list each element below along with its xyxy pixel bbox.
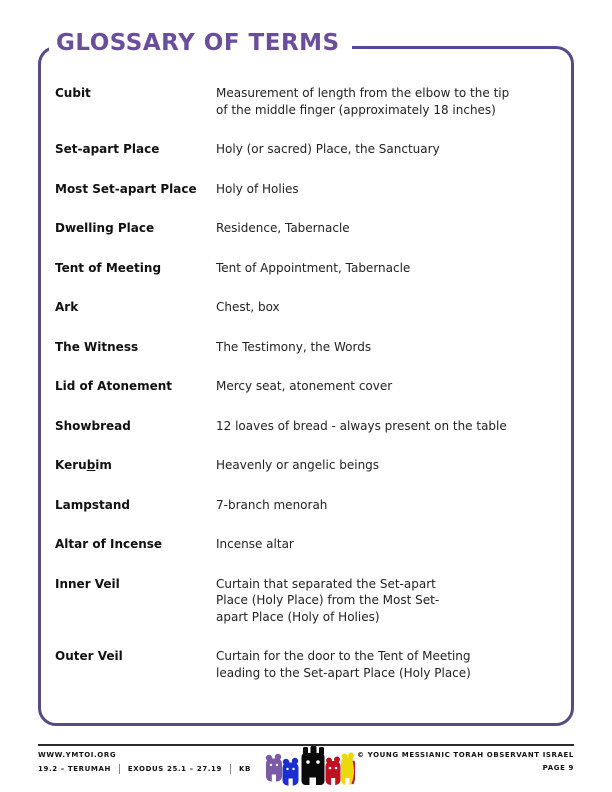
glossary-definition: Measurement of length from the elbow to the tip of the middle finger (approximately 18 inches) xyxy=(216,86,510,117)
glossary-definition: Mercy seat, atonement cover xyxy=(216,379,393,393)
glossary-row xyxy=(55,220,560,237)
glossary-list xyxy=(55,85,560,704)
glossary-term: Lampstand xyxy=(55,497,130,512)
glossary-term: Most Set-apart Place xyxy=(55,181,197,196)
glossary-definition: Chest, box xyxy=(216,300,280,314)
footer-lesson: 19.2 – TERUMAH xyxy=(38,765,111,773)
footer-left xyxy=(38,751,251,774)
glossary-row xyxy=(55,648,560,681)
footer-initials: KB xyxy=(238,765,251,773)
glossary-row xyxy=(55,378,560,395)
glossary-term: Tent of Meeting xyxy=(55,260,162,275)
footer-separator xyxy=(119,764,120,774)
glossary-definition: Heavenly or angelic beings xyxy=(216,458,380,472)
glossary-row xyxy=(55,576,560,626)
glossary-term: Dwelling Place xyxy=(55,221,155,235)
page-title: GLOSSARY OF TERMS xyxy=(49,30,352,56)
glossary-term: Showbread xyxy=(55,418,131,433)
glossary-row xyxy=(55,141,560,158)
glossary-definition: Tent of Appointment, Tabernacle xyxy=(216,260,411,275)
glossary-row xyxy=(55,260,560,277)
glossary-row xyxy=(55,536,560,553)
glossary-term: Cubit xyxy=(55,86,91,100)
glossary-row xyxy=(55,457,560,474)
glossary-definition: Holy of Holies xyxy=(216,181,299,196)
footer-website: WWW.YMTOI.ORG xyxy=(38,751,117,759)
glossary-definition: 7-branch menorah xyxy=(216,497,328,512)
glossary-definition: Residence, Tabernacle xyxy=(216,221,350,235)
glossary-term: Set-apart Place xyxy=(55,142,160,156)
glossary-definition: 12 loaves of bread - always present on the table xyxy=(216,418,507,433)
glossary-term: Kerubim xyxy=(55,458,112,472)
glossary-definition: Curtain for the door to the Tent of Meeting leading to the Set-apart Place (Holy Place) xyxy=(216,649,471,680)
footer-separator xyxy=(230,764,231,774)
footer-page-number: PAGE 9 xyxy=(542,764,574,772)
footer-right xyxy=(357,751,574,772)
glossary-term: The Witness xyxy=(55,339,139,354)
glossary-row xyxy=(55,85,560,118)
glossary-row xyxy=(55,299,560,316)
glossary-row xyxy=(55,181,560,198)
footer-scripture: EXODUS 25.1 – 27.19 xyxy=(127,765,222,773)
glossary-definition: Holy (or sacred) Place, the Sanctuary xyxy=(216,142,440,156)
glossary-term: Lid of Atonement xyxy=(55,379,173,393)
glossary-term: Altar of Incense xyxy=(55,537,163,551)
glossary-row xyxy=(55,497,560,514)
footer-copyright: © YOUNG MESSIANIC TORAH OBSERVANT ISRAEL xyxy=(357,751,574,759)
glossary-term: Ark xyxy=(55,300,79,314)
glossary-term: Outer Veil xyxy=(55,649,123,663)
footer-lesson-line xyxy=(38,764,251,774)
glossary-definition: Incense altar xyxy=(216,537,294,551)
glossary-row xyxy=(55,418,560,435)
ymtoi-logo xyxy=(263,745,355,789)
glossary-definition: Curtain that separated the Set-apart Place (Holy Place) from the Most Set- apart Place (Holy of Holies) xyxy=(216,576,440,624)
glossary-definition: The Testimony, the Words xyxy=(216,339,372,354)
glossary-term: Inner Veil xyxy=(55,576,120,591)
glossary-row xyxy=(55,339,560,356)
